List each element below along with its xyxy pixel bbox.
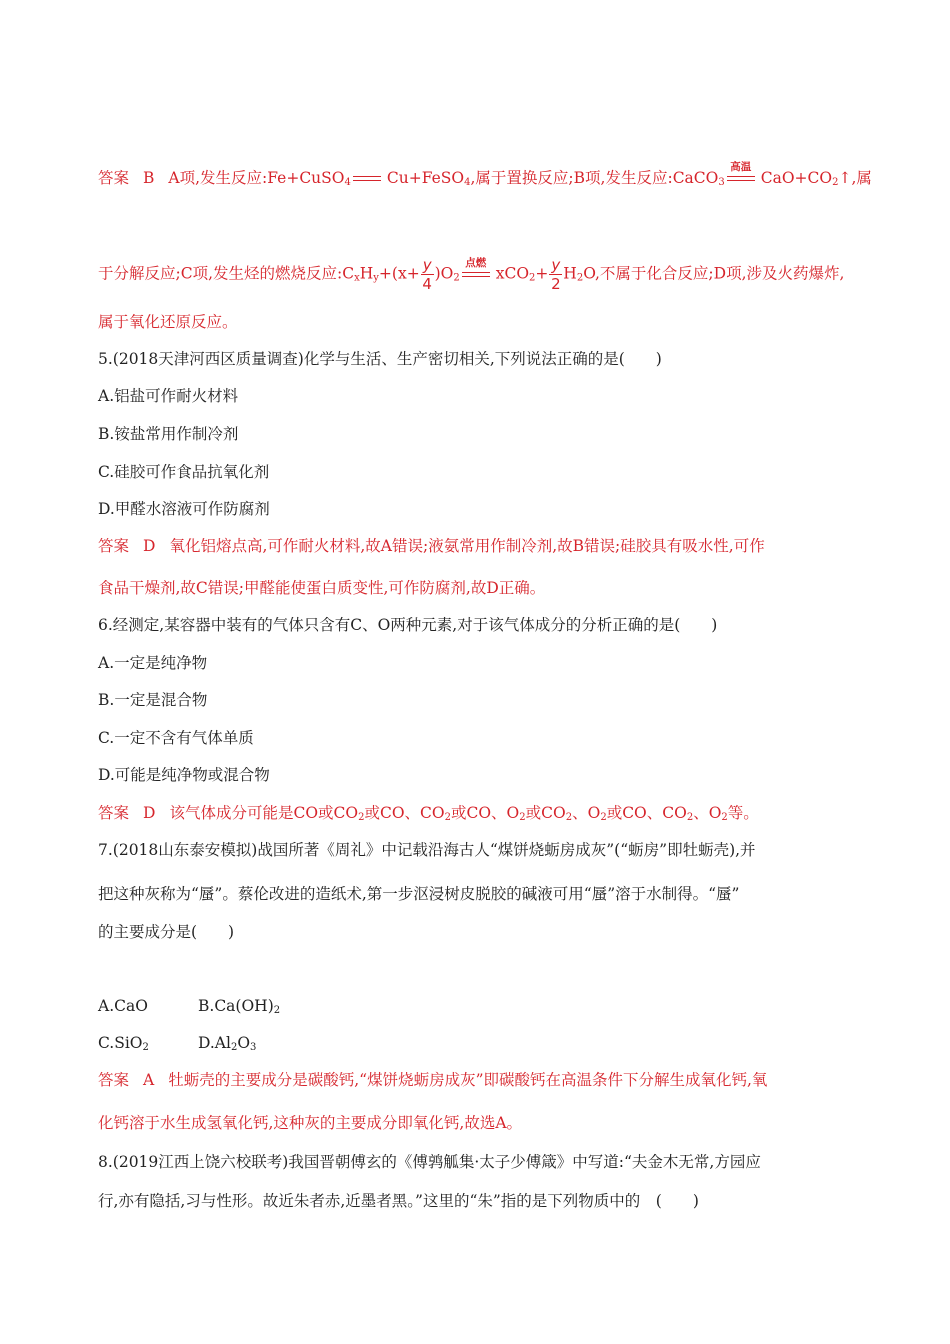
- equals-sign: [353, 174, 381, 184]
- q6-text: 等。: [727, 804, 759, 822]
- q5-option-c: C.硅胶可作食品抗氧化剂: [98, 463, 270, 481]
- q5-answer-line-1: [98, 536, 765, 556]
- q6-option-c: C.一定不含有气体单质: [98, 729, 254, 747]
- q4-answer-line-2: [98, 256, 844, 293]
- q4-text: A项,发生反应:Fe+CuSO: [168, 169, 345, 187]
- subscript: 3: [718, 177, 725, 188]
- q4-answer-line-3: 属于氧化还原反应。: [98, 313, 238, 331]
- q6-text: 或CO、CO: [364, 804, 445, 822]
- q7-text: C.SiO: [98, 1034, 143, 1052]
- subscript: 4: [344, 177, 351, 188]
- subscript: 4: [464, 177, 471, 188]
- answer-label: 答案: [98, 1071, 130, 1089]
- q6-text: 或CO、O: [450, 804, 520, 822]
- answer-letter: D: [143, 804, 156, 822]
- answer-letter: B: [143, 169, 155, 187]
- subscript: 2: [686, 812, 694, 823]
- fraction-numerator: y: [422, 256, 432, 274]
- subscript: 2: [519, 812, 526, 823]
- q7-text: D.Al: [198, 1034, 231, 1052]
- subscript: 2: [832, 177, 839, 188]
- q8-stem-line-1: 8.(2019江西上饶六校联考)我国晋朝傅玄的《傅鹑觚集·太子少傅箴》中写道:“夫金木无常,方园应: [98, 1153, 761, 1171]
- subscript: y: [373, 272, 379, 284]
- q6-text: 或CO、CO: [606, 804, 687, 822]
- q6-text: 或CO: [525, 804, 566, 822]
- subscript: 2: [529, 272, 536, 284]
- subscript: 2: [453, 272, 460, 284]
- q4-text: )O: [434, 264, 454, 283]
- q5-stem: 5.(2018天津河西区质量调查)化学与生活、生产密切相关,下列说法正确的是( ): [98, 350, 662, 368]
- q7-stem-line-1: 7.(2018山东泰安模拟)战国所著《周礼》中记载沿海古人“煤饼烧蛎房成灰”(“蛎房”即牡蛎壳),并: [98, 841, 756, 859]
- q7-option-c: [98, 1033, 198, 1058]
- subscript: 2: [142, 1042, 149, 1053]
- q7-options-row-1: [98, 996, 280, 1021]
- subscript: 2: [273, 1005, 281, 1016]
- q4-text: H: [563, 264, 577, 283]
- subscript: 2: [576, 272, 584, 284]
- q7-options-row-2: [98, 1033, 256, 1058]
- q6-answer: [98, 803, 759, 828]
- fraction-y-over-2: [549, 256, 562, 293]
- q5-option-b: B.铵盐常用作制冷剂: [98, 425, 239, 443]
- q6-option-b: B.一定是混合物: [98, 691, 208, 709]
- q4-text: Cu+FeSO: [386, 169, 465, 187]
- q6-text: 、O: [693, 804, 722, 822]
- q5-option-a: A.铝盐可作耐火材料: [98, 387, 239, 405]
- q7-text: B.Ca(OH): [198, 997, 274, 1015]
- q6-text: 、O: [572, 804, 601, 822]
- fraction-numerator: y: [551, 256, 561, 274]
- q4-text: +: [535, 264, 549, 283]
- subscript: 2: [600, 812, 607, 823]
- subscript: x: [354, 272, 360, 284]
- q7-answer-line-1: [98, 1070, 767, 1090]
- q4-answer-line-1: [98, 161, 872, 193]
- subscript: 2: [358, 812, 365, 823]
- q7-answer-text: 牡蛎壳的主要成分是碳酸钙,“煤饼烧蛎房成灰”即碳酸钙在高温条件下分解生成氧化钙,氧: [168, 1071, 768, 1089]
- q7-stem-line-2: 把这种灰称为“蜃”。蔡伦改进的造纸术,第一步沤浸树皮脱胶的碱液可用“蜃”溶于水制得。“蜃”: [98, 885, 740, 903]
- q5-option-d: D.甲醛水溶液可作防腐剂: [98, 500, 270, 518]
- q7-option-d: [198, 1034, 256, 1052]
- fraction-denominator: 4: [422, 275, 432, 293]
- reaction-condition-sign: [727, 161, 755, 184]
- q4-text: CaO+CO: [760, 169, 833, 187]
- q7-option-a: A.CaO: [98, 997, 148, 1015]
- q6-text: 该气体成分可能是CO或CO: [169, 804, 359, 822]
- answer-label: 答案: [98, 169, 130, 187]
- subscript: 2: [230, 1042, 238, 1053]
- q4-text: xCO: [495, 264, 530, 283]
- condition-label: 高温: [730, 161, 752, 173]
- subscript: 2: [444, 812, 451, 823]
- q8-stem-line-2: 行,亦有隐括,习与性形。故近朱者赤,近墨者黑。”这里的“朱”指的是下列物质中的 ( ): [98, 1192, 699, 1210]
- q4-text: +(x+: [378, 264, 420, 283]
- q7-option-b: [198, 997, 280, 1015]
- answer-label: 答案: [98, 804, 130, 822]
- q5-answer-line-2: 食品干燥剂,故C错误;甲醛能使蛋白质变性,可作防腐剂,故D正确。: [98, 579, 546, 597]
- fraction-y-over-4: [421, 256, 434, 293]
- q7-answer-line-2: 化钙溶于水生成氢氧化钙,这种灰的主要成分即氧化钙,故选A。: [98, 1114, 523, 1132]
- q4-text: H: [359, 264, 374, 283]
- q5-answer-text: 氧化铝熔点高,可作耐火材料,故A错误;液氨常用作制冷剂,故B错误;硅胶具有吸水性,可作: [169, 537, 765, 555]
- answer-letter: D: [143, 537, 156, 555]
- answer-label: 答案: [98, 537, 130, 555]
- q7-stem-line-3: 的主要成分是( ): [98, 923, 235, 941]
- fraction-denominator: 2: [551, 275, 561, 293]
- q4-text: ↑,属: [838, 169, 872, 187]
- condition-label: 点燃: [465, 256, 487, 269]
- q6-stem: 6.经测定,某容器中装有的气体只含有C、O两种元素,对于该气体成分的分析正确的是( ): [98, 616, 718, 634]
- q7-text: O: [237, 1034, 251, 1052]
- reaction-condition-sign: [462, 256, 490, 280]
- subscript: 2: [721, 812, 728, 823]
- q6-option-d: D.可能是纯净物或混合物: [98, 766, 270, 784]
- q4-text: 于分解反应;C项,发生烃的燃烧反应:C: [98, 264, 355, 283]
- subscript: 3: [250, 1042, 257, 1053]
- q4-text: O,不属于化合反应;D项,涉及火药爆炸,: [583, 264, 845, 283]
- subscript: 2: [565, 812, 573, 823]
- q6-option-a: A.一定是纯净物: [98, 654, 208, 672]
- answer-letter: A: [143, 1071, 155, 1089]
- q4-text: ,属于置换反应;B项,发生反应:CaCO: [470, 169, 719, 187]
